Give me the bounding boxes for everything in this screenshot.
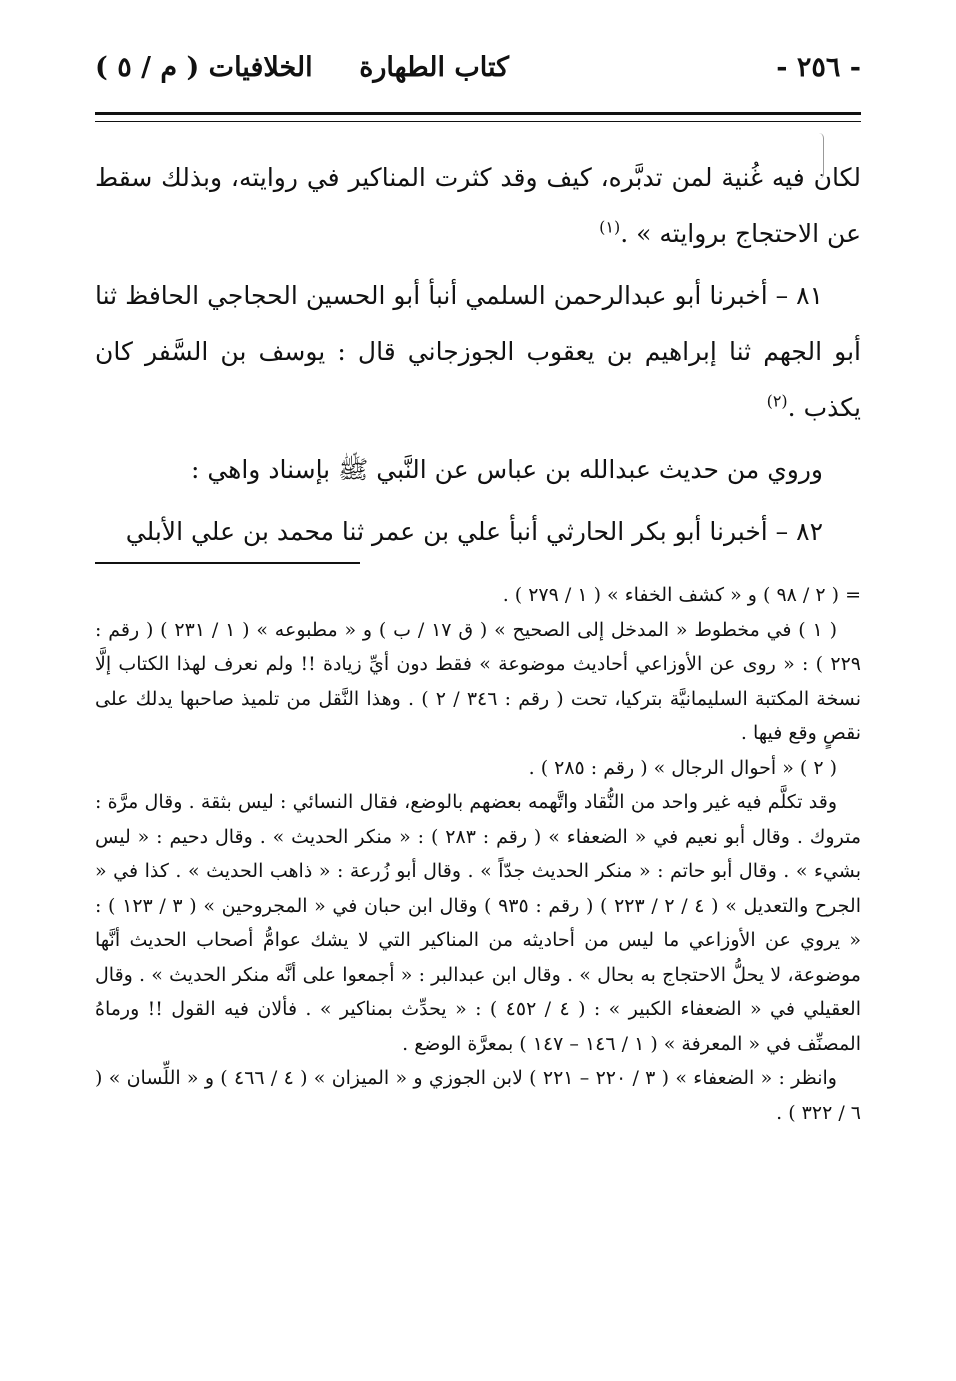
paragraph-text: ٨١ – أخبرنا أبو عبدالرحمن السلمي أنبأ أبو الحسين الحجاجي الحافظ ثنا أبو الجهم ثنا إبراهيم بن يعقوب الجوزجاني قال : يوسف بن السَّفر كان يكذب . xyxy=(95,281,861,422)
main-text xyxy=(95,150,861,566)
footnote-1: ( ١ ) في مخطوط « المدخل إلى الصحيح » ( ق ١٧ / ب ) و « مطبوعه » ( ١ / ٢٣١ ) ( رقم : ٢٢٩ ) : « روى عن الأوزاعي أحاديث موضوعة » فقط دون أيِّ زيادة !! ولم نعرف لهذا الكتاب إلَّا نسخة المكتبة السليمانيَّة بتركيا، تحت ( رقم : ٣٤٦ / ٢ ) . وهذا النَّقل من تلميذ صاحبها يدلك على نقصٍ وقع فيها . xyxy=(95,618,861,744)
page-header xyxy=(95,52,861,96)
page-number: - ٢٥٦ - xyxy=(776,52,861,83)
footnote-ref: (١) xyxy=(599,217,621,237)
header-rule-thin xyxy=(95,121,861,122)
footnotes xyxy=(95,578,861,1130)
main-paragraph xyxy=(95,150,861,262)
footnote-continuation: = ( ٢ / ٩٨ ) و « كشف الخفاء » ( ١ / ٢٧٩ ) . xyxy=(502,584,861,606)
header-rule-thick xyxy=(95,112,861,115)
main-paragraph: وروي من حديث عبدالله بن عباس عن النَّبي ﷺ بإسناد واهي : xyxy=(190,455,823,484)
main-paragraph xyxy=(95,268,861,436)
main-paragraph: ٨٢ – أخبرنا أبو بكر الحارثي أنبأ علي بن عمر ثنا محمد بن علي الأبلي xyxy=(125,517,823,546)
footnote-separator xyxy=(95,562,360,564)
section-title: الخلافيات ( م / ٥ ) xyxy=(95,52,313,83)
paragraph-text: لكان فيه غُنية لمن تدبَّره، كيف وقد كثرت المناكير في روايته، وبذلك سقط عن الاحتجاج بروايته » . xyxy=(95,163,861,248)
footnote-2-body: وقد تكلَّم فيه غير واحد من النُّقاد واتَّهمه بعضهم بالوضع، فقال النسائي : ليس بثقة . وقال مرَّة : متروك . وقال أبو نعيم في « الضعفاء » ( رقم : ٢٨٣ ) : « منكر الحديث » . وقال دحيم : « ليس بشيء » . وقال أبو حاتم : « منكر الحديث جدّاً » . وقال أبو زُرعة : « ذاهب الحديث » . كذا في « الجرح والتعديل » ( ٤ / ٢ / ٢٢٣ ) ( رقم : ٩٣٥ ) وقال ابن حبان في « المجروحين » ( ٣ / ١٢٣ ) : « يروي عن الأوزاعي ما ليس من أحاديثه من المناكير التي لا يشك عوامُّ أصحاب الحديث أنَّها موضوعة، لا يحلُّ الاحتجاج به بحال » . وقال ابن عبدالبر : « أجمعوا على أنَّه منكر الحديث » . وقال العقيلي في « الضعفاء الكبير » : ( ٤ / ٤٥٢ ) : « يحدِّث بمناكير » . فألان فيه القول !! ورماهُ المصنِّف في « المعرفة » ( ١ / ١٤٦ – ١٤٧ ) بمعرَّة الوضع . xyxy=(95,791,861,1055)
footnote-2: ( ٢ ) « أحوال الرجال » ( رقم : ٢٨٥ ) . xyxy=(528,756,837,779)
footnote-ref: (٢) xyxy=(766,391,788,411)
footnote-2-see-also: وانظر : « الضعفاء » ( ٣ / ٢٢٠ – ٢٢١ ) لابن الجوزي و « الميزان » ( ٤ / ٤٦٦ ) و « اللِّسان » ( ٦ / ٣٢٢ ) . xyxy=(95,1067,861,1124)
book-title: كتاب الطهارة xyxy=(359,52,509,83)
